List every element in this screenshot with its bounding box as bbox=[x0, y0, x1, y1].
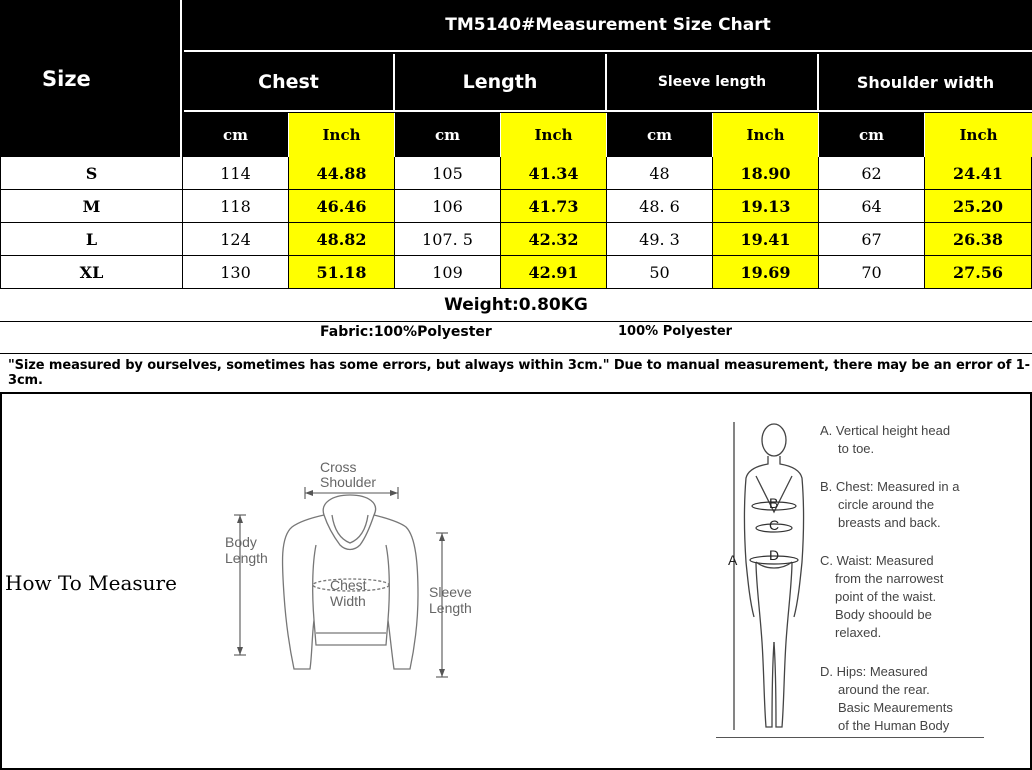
note-line: circle around the bbox=[838, 497, 935, 512]
sleeve-length-label: Sleeve Length bbox=[429, 584, 472, 616]
group-label: Sleeve length bbox=[657, 74, 767, 90]
note-line: Basic Meaurements bbox=[838, 700, 953, 715]
note-line: around the rear. bbox=[838, 682, 930, 697]
cm-cell: 64 bbox=[819, 190, 925, 223]
cm-cell: 67 bbox=[819, 223, 925, 256]
weight-text: Weight:0.80KG bbox=[444, 295, 588, 315]
inch-cell: 24.41 bbox=[925, 157, 1032, 190]
table-title bbox=[184, 0, 1032, 52]
inch-cell: 51.18 bbox=[289, 256, 395, 289]
disclaimer-text: "Size measured by ourselves, sometimes has some errors, but always within 3cm." Due to manual measurement, there may be an error of 1-3cm. bbox=[8, 358, 1030, 388]
cm-cell: 62 bbox=[819, 157, 925, 190]
cm-cell: 107. 5 bbox=[395, 223, 501, 256]
size-cell: S bbox=[0, 157, 183, 190]
cm-cell: 50 bbox=[607, 256, 713, 289]
note-d bbox=[820, 663, 953, 735]
cm-cell: 118 bbox=[183, 190, 289, 223]
note-line: from the narrowest bbox=[835, 571, 944, 586]
inch-cell: 48.82 bbox=[289, 223, 395, 256]
group-header-length bbox=[395, 54, 607, 112]
note-line: Body shoould be bbox=[835, 607, 932, 622]
fabric-row bbox=[0, 322, 1032, 354]
inch-cell: 18.90 bbox=[713, 157, 819, 190]
note-line: A. Vertical height head bbox=[820, 423, 951, 438]
size-cell: L bbox=[0, 223, 183, 256]
letter-d: D bbox=[769, 547, 780, 563]
letter-a: A bbox=[728, 552, 738, 568]
group-label: Length bbox=[462, 71, 538, 93]
cm-cell: 106 bbox=[395, 190, 501, 223]
weight-row bbox=[0, 289, 1032, 322]
group-label: Chest bbox=[258, 71, 319, 93]
fabric-secondary-text: 100% Polyester bbox=[618, 324, 733, 339]
note-line: breasts and back. bbox=[838, 515, 941, 530]
fabric-text: Fabric:100%Polyester bbox=[320, 324, 492, 340]
note-line: point of the waist. bbox=[835, 589, 937, 604]
cross-shoulder-label: Cross Shoulder bbox=[320, 459, 377, 490]
inch-cell: 19.41 bbox=[713, 223, 819, 256]
cm-cell: 130 bbox=[183, 256, 289, 289]
note-c bbox=[820, 552, 943, 642]
cm-cell: 70 bbox=[819, 256, 925, 289]
inch-cell: 41.34 bbox=[501, 157, 607, 190]
note-line: D. Hips: Measured bbox=[820, 664, 928, 679]
shirt-diagram bbox=[220, 455, 480, 685]
inch-cell: 19.13 bbox=[713, 190, 819, 223]
note-line: to toe. bbox=[838, 441, 875, 456]
group-label: Shoulder width bbox=[856, 72, 995, 92]
body-baseline bbox=[716, 737, 984, 738]
note-a bbox=[820, 422, 950, 458]
cm-cell: 114 bbox=[183, 157, 289, 190]
letter-b: B bbox=[769, 495, 779, 511]
unit-header-inch: Inch bbox=[289, 113, 395, 157]
letter-c: C bbox=[769, 517, 780, 533]
group-header-sleeve bbox=[607, 54, 819, 112]
note-line: B. Chest: Measured in a bbox=[820, 479, 960, 494]
note-b bbox=[820, 478, 959, 532]
cm-cell: 105 bbox=[395, 157, 501, 190]
unit-header-cm: cm bbox=[395, 113, 501, 157]
unit-header-cm: cm bbox=[183, 113, 289, 157]
unit-header-cm: cm bbox=[607, 113, 713, 157]
cm-cell: 48. 6 bbox=[607, 190, 713, 223]
inch-cell: 27.56 bbox=[925, 256, 1032, 289]
head-outline bbox=[762, 424, 786, 456]
size-header-label: Size bbox=[42, 66, 91, 91]
inch-cell: 42.32 bbox=[501, 223, 607, 256]
size-cell: M bbox=[0, 190, 183, 223]
cm-cell: 124 bbox=[183, 223, 289, 256]
body-length-label: Body Length bbox=[225, 534, 268, 566]
how-to-measure-text: How To Measure bbox=[5, 571, 177, 595]
inch-cell: 44.88 bbox=[289, 157, 395, 190]
inch-cell: 46.46 bbox=[289, 190, 395, 223]
unit-header-inch: Inch bbox=[713, 113, 819, 157]
inch-cell: 42.91 bbox=[501, 256, 607, 289]
cm-cell: 109 bbox=[395, 256, 501, 289]
inch-cell: 26.38 bbox=[925, 223, 1032, 256]
inch-cell: 19.69 bbox=[713, 256, 819, 289]
disclaimer-row bbox=[0, 354, 1032, 394]
note-line: C. Waist: Measured bbox=[820, 553, 934, 568]
group-header-chest bbox=[184, 54, 395, 112]
inch-cell: 25.20 bbox=[925, 190, 1032, 223]
cm-cell: 48 bbox=[607, 157, 713, 190]
size-cell: XL bbox=[0, 256, 183, 289]
size-header bbox=[0, 0, 182, 157]
how-to-measure-label bbox=[5, 571, 177, 595]
table-title-text: TM5140#Measurement Size Chart bbox=[445, 15, 771, 35]
note-line: relaxed. bbox=[835, 625, 882, 640]
inch-cell: 41.73 bbox=[501, 190, 607, 223]
body-diagram bbox=[720, 412, 830, 742]
unit-header-inch: Inch bbox=[925, 113, 1032, 157]
note-line: of the Human Body bbox=[838, 718, 950, 733]
cm-cell: 49. 3 bbox=[607, 223, 713, 256]
unit-header-inch: Inch bbox=[501, 113, 607, 157]
group-header-shoulder bbox=[819, 54, 1032, 112]
unit-header-cm: cm bbox=[819, 113, 925, 157]
hood-outline bbox=[323, 495, 375, 550]
chest-width-label: Chest Width bbox=[330, 577, 367, 609]
